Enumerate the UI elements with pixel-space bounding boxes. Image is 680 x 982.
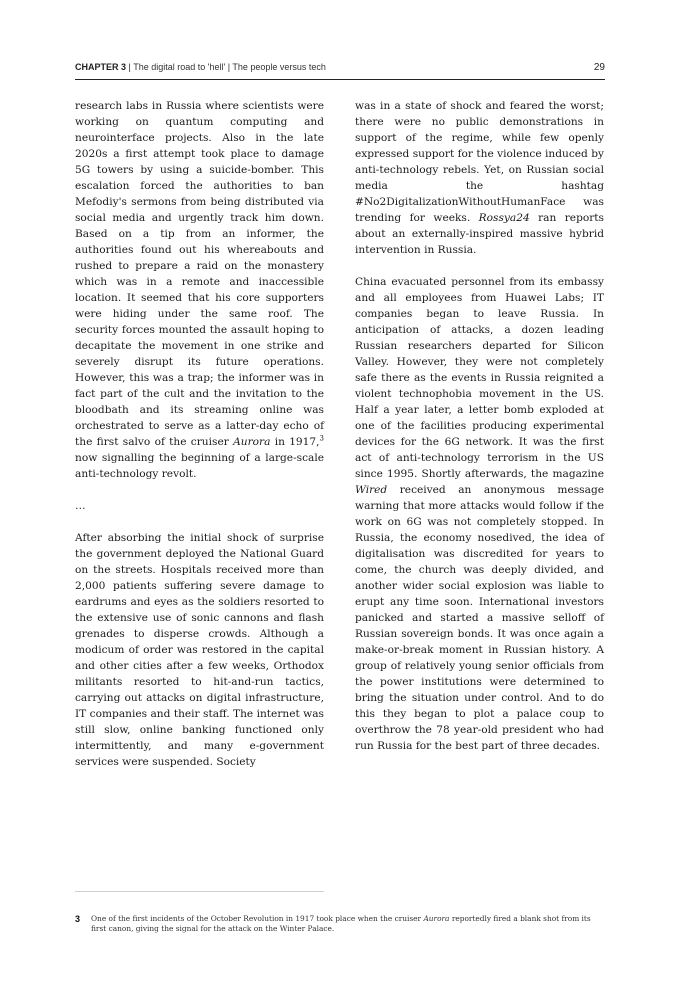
header-separator: | <box>126 62 134 72</box>
ship-name: Aurora <box>423 914 450 923</box>
page-number: 29 <box>593 62 605 73</box>
paragraph: After absorbing the initial shock of surprise the government deployed the National Guard on the streets. Hospitals received more than 2,000 patients suffering severe damage to eardrums and eyes as the soldiers resorted to the extensive use of sonic cannons and flash grenades to disperse crowds. Although a modicum of order was restored in the capital and other cities after a few weeks, Orthodox militants resorted to hit-and-run tactics, carrying out attacks on digital infrastructure, IT companies and their staff. The internet was still slow, online banking functioned only intermittently, and many e-government services were suspended. Society <box>75 532 324 768</box>
text-run: now signalling the beginning of a large-scale anti-technology revolt. <box>75 452 324 480</box>
chapter-label: CHAPTER 3 <box>75 62 127 72</box>
paragraph <box>75 98 324 482</box>
right-column <box>355 98 604 770</box>
header-rule <box>75 79 605 80</box>
paragraph <box>355 274 604 754</box>
text-run: reportedly fired a blank shot from its first canon, giving the signal for the attack on the Winter Palace. <box>91 914 591 933</box>
ship-name: Aurora <box>233 436 271 448</box>
footnote-ref[interactable]: 3 <box>319 434 324 443</box>
paragraph <box>355 98 604 258</box>
magazine-name: Wired <box>355 484 388 496</box>
footnote-rule <box>75 891 324 892</box>
footnote <box>75 914 605 934</box>
text-run: received an anonymous message warning that more attacks would follow if the work on 6G was not completely stopped. In Russia, the economy nosedived, the idea of digitalisation was discredited for years to come, the church was deeply divided, and another wider social explosion was liable to erupt any time soon. International investors panicked and started a massive selloff of Russian sovereign bonds. It was once again a make-or-break moment in Russian history. A group of relatively young senior officials from the power institutions were determined to bring the situation under control. And to do this they began to plot a palace coup to overthrow the 78 year-old president who had run Russia for the best part of three decades. <box>355 484 604 752</box>
text-run: ran reports about an externally-inspired massive hybrid intervention in Russia. <box>355 212 604 256</box>
media-name: Rossya24 <box>478 212 530 224</box>
section-break: … <box>75 500 86 512</box>
text-run: One of the first incidents of the October Revolution in 1917 took place when the cruiser <box>91 914 424 923</box>
text-run: in 1917, <box>270 436 320 448</box>
chapter-title: The digital road to 'hell' | The people versus tech <box>133 62 326 72</box>
text-run: was in a state of shock and feared the worst; there were no public demonstrations in support of the regime, while few openly expressed support for the violence induced by anti-technology rebels. Yet, on Russian social media the hashtag #No2DigitalizationWithoutHumanFace was trending for weeks. <box>355 100 604 224</box>
running-header <box>75 62 605 78</box>
footnote-text <box>91 914 605 934</box>
footnote-number: 3 <box>75 914 81 924</box>
text-run: research labs in Russia where scientists were working on quantum computing and neurointerface projects. Also in the late 2020s a first attempt took place to damage 5G towers by using a suicide-bomber. This escalation forced the authorities to ban Mefodiy's sermons from being distributed via social media and urgently track him down. Based on a tip from an informer, the authorities found out his whereabouts and rushed to prepare a raid on the monastery which was in a remote and inaccessible location. It seemed that his core supporters were hiding under the same roof. The security forces mounted the assault hoping to decapitate the movement in one strike and severely disrupt its future operations. However, this was a trap; the informer was in fact part of the cult and the invitation to the bloodbath and its streaming online was orchestrated to serve as a latter-day echo of the first salvo of the cruiser <box>75 100 324 448</box>
left-column <box>75 98 324 786</box>
text-run: China evacuated personnel from its embassy and all employees from Huawei Labs; IT companies began to leave Russia. In anticipation of attacks, a dozen leading Russian researchers departed for Silicon Valley. However, they were not completely safe there as the events in Russia reignited a violent technophobia movement in the US. Half a year later, a letter bomb exploded at one of the facilities producing experimental devices for the 6G network. It was the first act of anti-technology terrorism in the US since 1995. Shortly afterwards, the magazine <box>355 276 604 480</box>
